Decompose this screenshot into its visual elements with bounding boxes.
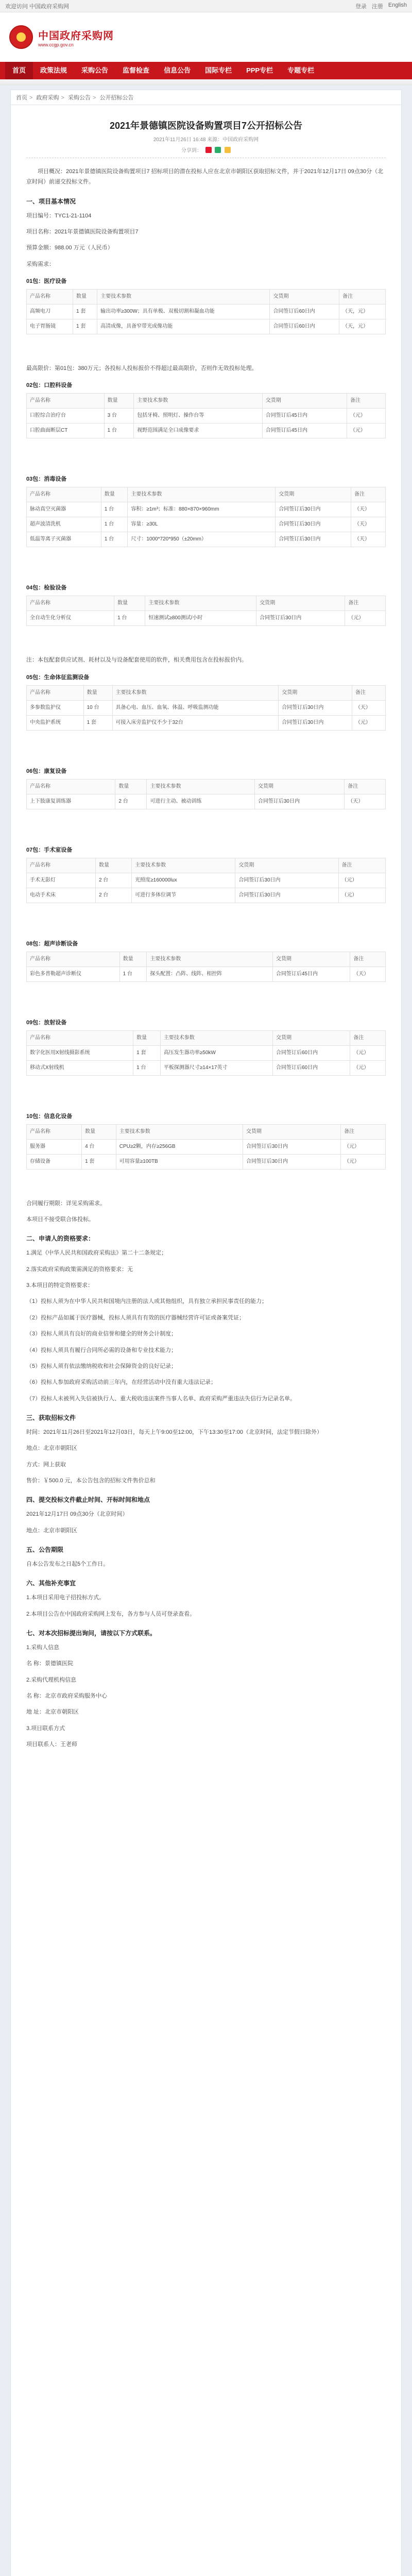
table-row: [27, 423, 386, 438]
table-cell: 合同签订后45日内: [272, 967, 350, 981]
paragraph: 最高限价：第01包：380万元；各投标人投标报价不得超过最高限价，否则作无效投标处理。: [26, 365, 258, 372]
table-cell: （元）: [350, 1060, 386, 1075]
table-header-cell: 主要技术参数: [147, 952, 273, 967]
table-header-cell: 产品名称: [27, 394, 105, 409]
paragraph: 3.项目联系方式: [26, 1725, 65, 1732]
table-cell: 口腔综合治疗台: [27, 409, 105, 423]
paragraph: 2.落实政府采购政策需满足的资格要求：无: [26, 1266, 133, 1273]
spacer: [26, 555, 386, 576]
requirements-table: [26, 1124, 386, 1170]
table-cell: 视野范围满足全口成像要求: [134, 423, 263, 438]
table-cell: （天）: [351, 532, 385, 547]
paragraph: （4）投标人须具有履行合同所必需的设备和专业技术能力；: [26, 1347, 177, 1353]
table-row: [27, 304, 386, 319]
table-cell: 1 套: [73, 304, 97, 319]
notice-meta: 2021年11月26日 16:48 来源：中国政府采购网: [153, 137, 259, 143]
paragraph: （2）投标产品如属于医疗器械，投标人须具有有效的医疗器械经营许可证或备案凭证；: [26, 1314, 245, 1321]
table-header-cell: 交货期: [276, 487, 351, 502]
table-header-cell: 数量: [101, 487, 127, 502]
table-header-cell: 数量: [104, 394, 134, 409]
table-header-cell: 产品名称: [27, 596, 114, 611]
table-cell: （天）: [351, 502, 385, 517]
table-cell: 1 台: [133, 1060, 161, 1075]
table-header-cell: 交货期: [270, 290, 339, 304]
table-cell: 全自动生化分析仪: [27, 611, 114, 626]
paragraph: （1）投标人须为在中华人民共和国境内注册的法人或其他组织，具有独立承担民事责任的能力；: [26, 1298, 268, 1305]
table-cell: 容积：≥1m³；标准：880×870×960mm: [128, 502, 276, 517]
section-heading: 04包：检验设备: [26, 585, 67, 591]
section-heading: 05包：生命体征监测设备: [26, 674, 90, 681]
table-cell: （元）: [345, 611, 386, 626]
paragraph: （5）投标人须有依法缴纳税收和社会保障资金的良好记录；: [26, 1363, 177, 1369]
paragraph: 地点：北京市朝阳区: [26, 1445, 77, 1452]
nav-notices[interactable]: 采购公告: [81, 66, 109, 74]
table-cell: 合同签订后30日内: [256, 611, 345, 626]
notice-content: [10, 105, 402, 2576]
paragraph: 2021年12月17日 09点30分（北京时间）: [26, 1511, 128, 1518]
table-cell: 脉动真空灭菌器: [27, 502, 101, 517]
table-header-cell: 数量: [115, 779, 147, 794]
section-heading: 二、申请人的资格要求：: [26, 1235, 95, 1243]
table-cell: （元）: [347, 409, 385, 423]
requirements-table: [26, 1030, 386, 1076]
table-header-cell: 主要技术参数: [160, 1030, 272, 1045]
table-row: [27, 967, 386, 981]
table-header-cell: 主要技术参数: [147, 779, 254, 794]
nav-home[interactable]: 首页: [5, 62, 33, 79]
table-cell: 中央监护系统: [27, 715, 84, 730]
table-header-cell: 数量: [73, 290, 97, 304]
table-row: [27, 319, 386, 334]
table-cell: 合同签订后30日内: [276, 517, 351, 532]
table-cell: 10 台: [83, 700, 112, 715]
table-header-cell: 备注: [350, 1030, 386, 1045]
section-heading: 06包：康复设备: [26, 768, 67, 774]
table-cell: 可用容量≥100TB: [116, 1154, 243, 1169]
weibo-share-icon[interactable]: [205, 147, 212, 153]
share-bar: [26, 146, 386, 158]
table-cell: （天）: [350, 967, 386, 981]
section-heading: 02包：口腔科设备: [26, 382, 73, 389]
breadcrumb: 首页 > 政府采购 > 采购公告 > 公开招标公告: [10, 90, 402, 105]
paragraph: 3.本项目的特定资格要求：: [26, 1282, 94, 1289]
table-cell: 合同签订后30日内: [243, 1139, 340, 1154]
table-cell: 口腔曲面断层CT: [27, 423, 105, 438]
requirements-table: [26, 858, 386, 903]
table-cell: 服务器: [27, 1139, 82, 1154]
table-cell: 移动式X射线机: [27, 1060, 133, 1075]
table-cell: 1 套: [83, 715, 112, 730]
table-header-cell: 交货期: [243, 1124, 340, 1139]
logo-title: 中国政府采购网: [38, 29, 114, 42]
table-cell: 电子胃肠镜: [27, 319, 73, 334]
table-cell: 具备心电、血压、血氧、体温、呼吸监测功能: [112, 700, 279, 715]
table-cell: 合同签订后45日内: [262, 409, 347, 423]
paragraph: 1.本项目采用电子招投标方式。: [26, 1595, 105, 1601]
table-header-cell: 产品名称: [27, 1030, 133, 1045]
table-header-cell: 产品名称: [27, 1124, 82, 1139]
table-cell: （元）: [338, 888, 385, 903]
paragraph: 预算金额：988.00 万元（人民币）: [26, 245, 113, 251]
table-cell: 低温等离子灭菌器: [27, 532, 101, 547]
spacer: [26, 911, 386, 932]
spacer: [26, 634, 386, 655]
table-header-cell: 备注: [345, 779, 386, 794]
nav-international[interactable]: 国际专栏: [205, 66, 232, 74]
table-cell: 合同签订后60日内: [272, 1045, 350, 1060]
table-header-cell: 交货期: [272, 1030, 350, 1045]
top-links: [355, 2, 407, 10]
table-cell: （天）: [352, 700, 385, 715]
qzone-share-icon[interactable]: [225, 147, 231, 153]
spacer: [26, 1178, 386, 1198]
table-cell: 合同签订后45日内: [262, 423, 347, 438]
table-cell: 1 台: [119, 967, 147, 981]
paragraph: 项目名称：2021年景德镇医院设备购置项目7: [26, 229, 139, 235]
table-cell: CPU≥2颗，内存≥256GB: [116, 1139, 243, 1154]
table-header-cell: 备注: [351, 487, 385, 502]
nav-supervision[interactable]: 监督检查: [123, 66, 150, 74]
table-header-cell: 数量: [83, 685, 112, 700]
table-header-cell: 主要技术参数: [112, 685, 279, 700]
table-header-cell: 数量: [114, 596, 145, 611]
logo-subtitle: www.ccgp.gov.cn: [38, 42, 74, 47]
table-cell: （天，元）: [339, 319, 385, 334]
requirements-table: [26, 487, 386, 547]
table-row: [27, 502, 386, 517]
section-heading: 五、公告期限: [26, 1546, 64, 1553]
paragraph: 售价：￥500.0 元，本公告包含的招标文件售价总和: [26, 1477, 156, 1484]
table-cell: 高频电刀: [27, 304, 73, 319]
table-cell: 合同签订后60日内: [270, 319, 339, 334]
notice-body: [26, 166, 386, 1750]
nav-info[interactable]: 信息公告: [164, 66, 191, 74]
table-cell: 平板探测器尺寸≥14×17英寸: [160, 1060, 272, 1075]
table-header-cell: 数量: [82, 1124, 116, 1139]
table-cell: 输出功率≥300W；具有单极、双极切割和凝血功能: [97, 304, 270, 319]
paragraph: 采购需求：: [26, 261, 55, 267]
paragraph: 1.采购人信息: [26, 1644, 60, 1651]
breadcrumb-current[interactable]: 公开招标公告: [99, 95, 134, 101]
paragraph: 注：本包配套供应试剂、耗材以及与设备配套使用的软件，相关费用包含在投标报价内。: [26, 657, 247, 664]
table-cell: 2 台: [95, 888, 131, 903]
table-header-cell: 交货期: [254, 779, 344, 794]
table-cell: （元）: [341, 1139, 386, 1154]
table-cell: 彩色多普勒超声诊断仪: [27, 967, 120, 981]
paragraph: 地点：北京市朝阳区: [26, 1527, 77, 1534]
requirements-table: [26, 596, 386, 626]
table-row: [27, 1139, 386, 1154]
paragraph: 名 称：景德镇医院: [26, 1660, 74, 1667]
spacer: [26, 1084, 386, 1105]
spacer: [26, 447, 386, 467]
table-cell: 多参数监护仪: [27, 700, 84, 715]
table-cell: 可接入床旁监护仪不少于32台: [112, 715, 279, 730]
table-cell: 高清成像，具备窄带光成像功能: [97, 319, 270, 334]
table-cell: 尺寸：1000*720*950（±20mm）: [128, 532, 276, 547]
table-cell: （元）: [347, 423, 385, 438]
table-header-cell: 数量: [95, 858, 131, 873]
table-row: [27, 611, 386, 626]
table-header-cell: 备注: [345, 596, 386, 611]
table-header-cell: 数量: [119, 952, 147, 967]
section-heading: 六、其他补充事宜: [26, 1580, 76, 1587]
nav-special[interactable]: 专题专栏: [287, 66, 315, 74]
welcome-text: 欢迎访问 中国政府采购网: [5, 3, 70, 10]
paragraph: 名 称：北京市政府采购服务中心: [26, 1693, 108, 1699]
section-heading: 七、对本次招标提出询问，请按以下方式联系。: [26, 1629, 157, 1637]
requirements-table: [26, 952, 386, 982]
table-cell: （元）: [350, 1045, 386, 1060]
table-cell: 可进行主动、被动训练: [147, 794, 254, 809]
spacer: [26, 739, 386, 759]
table-header-cell: 产品名称: [27, 858, 96, 873]
paragraph: 自本公告发布之日起5个工作日。: [26, 1561, 109, 1567]
table-row: [27, 715, 386, 730]
section-heading: 三、获取招标文件: [26, 1414, 76, 1421]
share-label: 分享到：: [181, 148, 202, 154]
main-nav: [0, 62, 412, 79]
national-emblem-icon: [9, 25, 33, 49]
table-cell: 合同签订后30日内: [243, 1154, 340, 1169]
table-cell: 合同签订后30日内: [254, 794, 344, 809]
spacer: [26, 990, 386, 1011]
table-cell: 容量：≥30L: [128, 517, 276, 532]
table-header-cell: 备注: [350, 952, 386, 967]
table-row: [27, 1060, 386, 1075]
table-cell: 1 套: [133, 1045, 161, 1060]
paragraph: 合同履行期限：详见采购需求。: [26, 1200, 106, 1207]
paragraph: （7）投标人未被列入失信被执行人、重大税收违法案件当事人名单、政府采购严重违法失信行为记录名单。: [26, 1395, 296, 1402]
table-header-cell: 备注: [347, 394, 385, 409]
table-cell: 可进行多体位调节: [132, 888, 235, 903]
table-header-cell: 备注: [339, 290, 385, 304]
table-header-cell: 数量: [133, 1030, 161, 1045]
table-cell: 数字化医用X射线摄影系统: [27, 1045, 133, 1060]
top-bar: [0, 0, 412, 12]
table-cell: （天，元）: [339, 304, 385, 319]
table-header-cell: 产品名称: [27, 487, 101, 502]
requirements-table: [26, 779, 386, 809]
table-cell: 1 台: [114, 611, 145, 626]
table-cell: 合同签订后30日内: [235, 888, 338, 903]
table-cell: （元）: [338, 873, 385, 888]
table-header-cell: 交货期: [256, 596, 345, 611]
requirements-table: [26, 393, 386, 438]
table-cell: 2 台: [95, 873, 131, 888]
section-heading: 07包：手术室设备: [26, 846, 73, 853]
page-title: 2021年景德镇医院设备购置项目7公开招标公告: [109, 121, 303, 131]
table-cell: 1 台: [101, 517, 127, 532]
breadcrumb-notices[interactable]: 采购公告: [68, 95, 91, 101]
table-cell: （天）: [345, 794, 386, 809]
nav-ppp[interactable]: PPP专栏: [246, 66, 273, 74]
table-row: [27, 409, 386, 423]
table-header-cell: 交货期: [279, 685, 352, 700]
requirements-table: [26, 685, 386, 731]
wechat-share-icon[interactable]: [215, 147, 221, 153]
table-header-cell: 备注: [352, 685, 385, 700]
paragraph: （6）投标人参加政府采购活动前三年内，在经营活动中没有重大违法记录；: [26, 1379, 217, 1386]
paragraph: 方式：网上获取: [26, 1461, 66, 1468]
table-header-cell: 主要技术参数: [97, 290, 270, 304]
table-cell: 合同签订后30日内: [276, 502, 351, 517]
paragraph: 地 址：北京市朝阳区: [26, 1709, 79, 1716]
table-header-cell: 产品名称: [27, 779, 115, 794]
table-row: [27, 873, 386, 888]
table-cell: （天）: [351, 517, 385, 532]
table-cell: 手术无影灯: [27, 873, 96, 888]
table-cell: 1 台: [101, 502, 127, 517]
spacer: [26, 343, 386, 363]
table-cell: 2 台: [115, 794, 147, 809]
paragraph: 项目编号：TYC1-21-1104: [26, 212, 92, 219]
paragraph: 1.满足《中华人民共和国政府采购法》第二十二条规定；: [26, 1250, 167, 1257]
table-header-cell: 主要技术参数: [128, 487, 276, 502]
table-header-cell: 产品名称: [27, 685, 84, 700]
breadcrumb-home[interactable]: 首页: [16, 95, 27, 101]
register-link[interactable]: 注册: [371, 3, 383, 10]
paragraph: 项目联系人：王老师: [26, 1741, 77, 1748]
table-cell: 电动手术床: [27, 888, 96, 903]
table-header-cell: 产品名称: [27, 952, 120, 967]
spacer: [26, 818, 386, 838]
table-header-cell: 主要技术参数: [134, 394, 263, 409]
table-cell: （元）: [341, 1154, 386, 1169]
section-heading: 01包：医疗设备: [26, 278, 67, 285]
breadcrumb-procurement[interactable]: 政府采购: [36, 95, 59, 101]
table-cell: 3 台: [104, 409, 134, 423]
table-header-cell: 交货期: [272, 952, 350, 967]
table-cell: 包括牙椅、照明灯、操作台等: [134, 409, 263, 423]
table-cell: 合同签订后60日内: [270, 304, 339, 319]
section-heading: 10包：信息化设备: [26, 1113, 73, 1120]
table-header-cell: 主要技术参数: [145, 596, 256, 611]
table-cell: （元）: [352, 715, 385, 730]
table-row: [27, 700, 386, 715]
table-cell: 4 台: [82, 1139, 116, 1154]
paragraph: 2.本项目公告在中国政府采购网上发布，各方参与人员可登录查看。: [26, 1611, 196, 1617]
table-cell: 合同签订后30日内: [276, 532, 351, 547]
paragraph: 时间：2021年11月26日至2021年12月03日，每天上午9:00至12:00，下午13:30至17:00（北京时间，法定节假日除外）: [26, 1429, 323, 1435]
table-cell: 合同签订后30日内: [235, 873, 338, 888]
table-row: [27, 888, 386, 903]
table-cell: 恒速测试≥800测试/小时: [145, 611, 256, 626]
nav-policy[interactable]: 政策法规: [40, 66, 67, 74]
table-cell: 合同签订后60日内: [272, 1060, 350, 1075]
section-heading: 09包：放射设备: [26, 1019, 67, 1026]
table-header-cell: 交货期: [235, 858, 338, 873]
table-row: [27, 517, 386, 532]
table-cell: 合同签订后30日内: [279, 715, 352, 730]
site-header: [0, 12, 412, 62]
table-cell: 合同签订后30日内: [279, 700, 352, 715]
table-row: [27, 1154, 386, 1169]
requirements-table: [26, 289, 386, 334]
paragraph: 本项目不接受联合体投标。: [26, 1216, 94, 1223]
section-heading: 08包：超声诊断设备: [26, 940, 78, 947]
paragraph: 项目概况：2021年景德镇医院设备购置项目7 招标项目的潜在投标人应在北京市朝阳区获取招标文件，并于2021年12月17日 09点30分（北京时间）前递交投标文件。: [26, 168, 384, 185]
table-header-cell: 主要技术参数: [132, 858, 235, 873]
nav-shadow: [0, 79, 412, 86]
table-cell: 1 套: [73, 319, 97, 334]
table-header-cell: 主要技术参数: [116, 1124, 243, 1139]
table-row: [27, 532, 386, 547]
table-header-cell: 产品名称: [27, 290, 73, 304]
section-heading: 03包：消毒设备: [26, 476, 67, 483]
table-cell: 超声波清洗机: [27, 517, 101, 532]
site-logo[interactable]: [9, 25, 114, 49]
table-header-cell: 备注: [341, 1124, 386, 1139]
table-cell: 光照度≥160000lux: [132, 873, 235, 888]
table-cell: 探头配置：凸阵、线阵、相控阵: [147, 967, 273, 981]
table-cell: 存储设备: [27, 1154, 82, 1169]
table-cell: 上下肢康复训练器: [27, 794, 115, 809]
section-heading: 四、提交投标文件截止时间、开标时间和地点: [26, 1496, 150, 1504]
table-cell: 1 台: [101, 532, 127, 547]
table-row: [27, 1045, 386, 1060]
table-header-cell: 备注: [338, 858, 385, 873]
table-cell: 高压发生器功率≥50kW: [160, 1045, 272, 1060]
english-link[interactable]: English: [388, 2, 407, 8]
table-header-cell: 交货期: [262, 394, 347, 409]
paragraph: （3）投标人须具有良好的商业信誉和健全的财务会计制度；: [26, 1331, 177, 1337]
paragraph: 2.采购代理机构信息: [26, 1676, 77, 1683]
login-link[interactable]: 登录: [355, 3, 367, 10]
table-cell: 1 台: [104, 423, 134, 438]
section-heading: 一、项目基本情况: [26, 197, 76, 205]
table-cell: 1 套: [82, 1154, 116, 1169]
table-row: [27, 794, 386, 809]
